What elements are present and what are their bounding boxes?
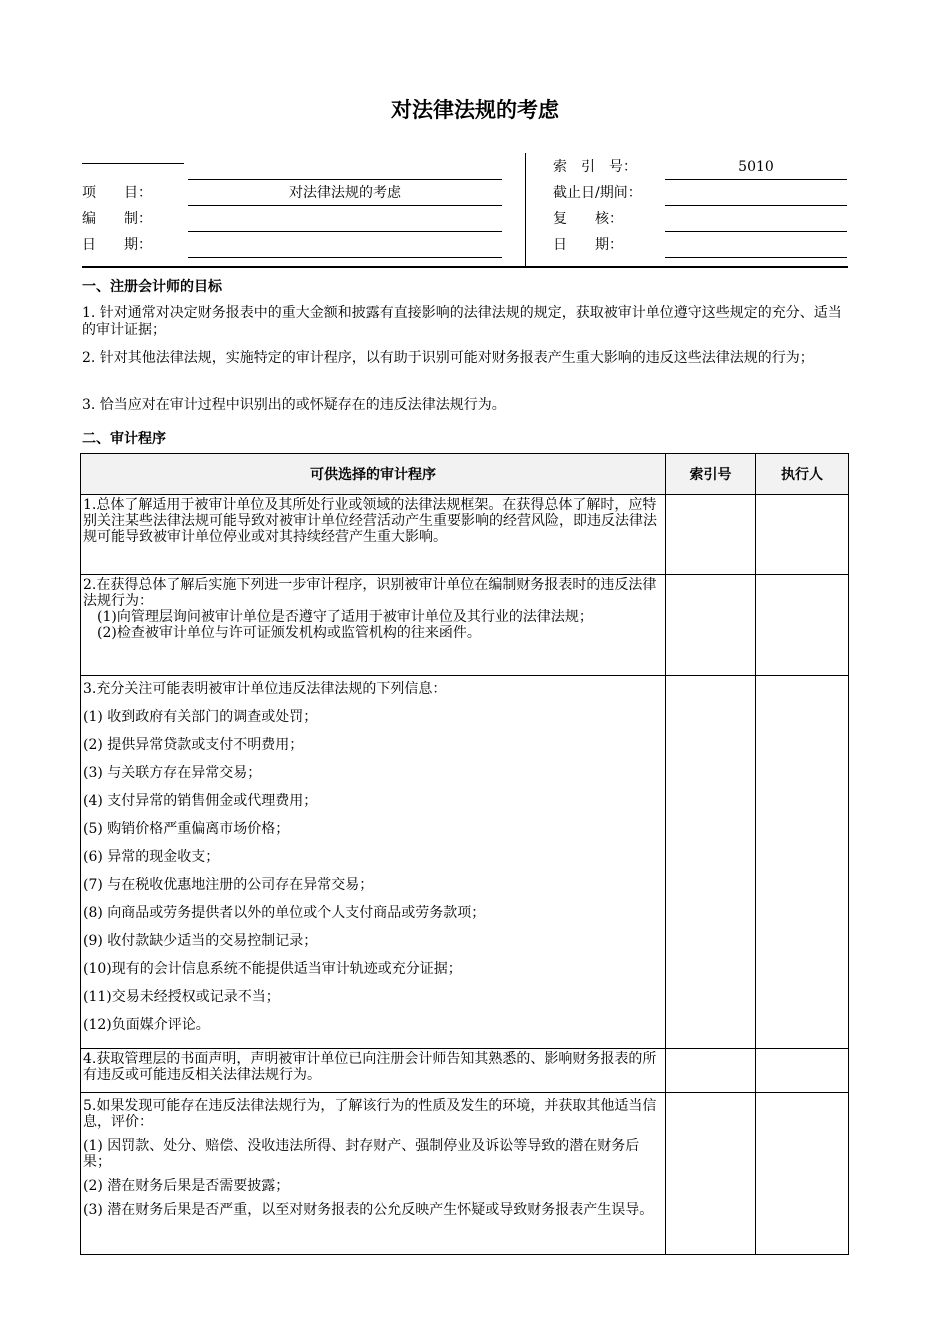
procedure-5-intro: 5.如果发现可能存在违反法律法规行为，了解该行为的性质及发生的环境，并获取其他适当信息，评价： [83, 1098, 657, 1130]
project-value: 对法律法规的考虑 [289, 185, 401, 201]
procedure-5-item: (1) 因罚款、处分、赔偿、没收违法所得、封存财产、强制停业及诉讼等导致的潜在财务后果； [83, 1138, 640, 1170]
procedure-3-item: (4) 支付异常的销售佣金或代理费用； [83, 793, 318, 809]
index-cell[interactable] [666, 575, 756, 676]
procedure-3-item: (3) 与关联方存在异常交易； [83, 765, 262, 781]
cutoff-rule [665, 205, 847, 206]
table-row [81, 575, 849, 676]
prepared-rule [188, 231, 502, 232]
procedure-cell [81, 575, 666, 676]
objective-1: 1. 针对通常对决定财务报表中的重大金额和披露有直接影响的法律法规的规定，获取被审计单位遵守这些规定的充分、适当的审计证据； [82, 305, 842, 338]
performer-cell[interactable] [756, 676, 849, 1049]
procedure-cell [81, 495, 666, 575]
procedure-5-item: (2) 潜在财务后果是否需要披露； [83, 1178, 290, 1194]
cutoff-label: 截止日/期间： [553, 185, 642, 201]
project-top-rule [188, 179, 502, 180]
index-cell[interactable] [666, 1093, 756, 1255]
procedure-4-text: 4.获取管理层的书面声明，声明被审计单位已向注册会计师告知其熟悉的、影响财务报表的所有违反或可能违反相关法律法规行为。 [83, 1051, 657, 1083]
procedure-3-intro: 3.充分关注可能表明被审计单位违反法律法规的下列信息： [83, 681, 447, 697]
procedure-cell [81, 676, 666, 1049]
performer-cell[interactable] [756, 575, 849, 676]
header-bottom-rule [82, 266, 848, 268]
procedure-2-intro: 2.在获得总体了解后实施下列进一步审计程序，识别被审计单位在编制财务报表时的违反法律法规行为： [83, 577, 657, 609]
header-divider [525, 153, 526, 267]
index-cell[interactable] [666, 1049, 756, 1093]
column-header-performer: 执行人 [756, 454, 849, 495]
index-cell[interactable] [666, 676, 756, 1049]
table-row [81, 1049, 849, 1093]
section1-heading: 一、注册会计师的目标 [82, 279, 222, 295]
procedure-3-item: (12)负面媒介评论。 [83, 1017, 210, 1033]
procedure-table [80, 453, 849, 1255]
table-row [81, 676, 849, 1049]
date-rule [188, 257, 502, 258]
procedure-5-item: (3) 潜在财务后果是否严重，以至对财务报表的公允反映产生怀疑或导致财务报表产生误导。 [83, 1202, 654, 1218]
date-label: 日 期： [82, 237, 152, 253]
index-rule [665, 179, 847, 180]
performer-cell[interactable] [756, 1049, 849, 1093]
procedure-2-item-2: (2)检查被审计单位与许可证颁发机构或监管机构的往来函件。 [83, 625, 481, 641]
project-rule [188, 205, 502, 206]
index-label: 索 引 号： [553, 159, 637, 175]
procedure-3-item: (6) 异常的现金收支； [83, 849, 220, 865]
procedure-cell [81, 1093, 666, 1255]
date2-label: 日 期： [553, 237, 623, 253]
date2-rule [665, 257, 847, 258]
column-header-index: 索引号 [666, 454, 756, 495]
procedure-1-text: 1.总体了解适用于被审计单位及其所处行业或领域的法律法规框架。在获得总体了解时，应特别关注某些法律法规可能导致对被审计单位经营活动产生重要影响的经营风险，即违反法律法规可能导致被审计单位停业或对其持续经营产生重大影响。 [83, 497, 657, 545]
procedure-2-item-1: (1)向管理层询问被审计单位是否遵守了适用于被审计单位及其行业的法律法规； [83, 609, 593, 625]
performer-cell[interactable] [756, 495, 849, 575]
column-header-procedure: 可供选择的审计程序 [81, 454, 666, 495]
short-rule [82, 163, 184, 164]
page-title: 对法律法规的考虑 [391, 98, 559, 122]
table-row [81, 495, 849, 575]
objective-3: 3. 恰当应对在审计过程中识别出的或怀疑存在的违反法律法规行为。 [82, 397, 506, 413]
prepared-label: 编 制： [82, 211, 152, 227]
performer-cell[interactable] [756, 1093, 849, 1255]
review-label: 复 核： [553, 211, 623, 227]
procedure-3-item: (8) 向商品或劳务提供者以外的单位或个人支付商品或劳务款项； [83, 905, 486, 921]
project-label: 项 目： [82, 185, 152, 201]
procedure-3-item: (5) 购销价格严重偏离市场价格； [83, 821, 290, 837]
table-header-row [81, 454, 849, 495]
procedure-3-item: (1) 收到政府有关部门的调查或处罚； [83, 709, 318, 725]
review-rule [665, 231, 847, 232]
procedure-3-item: (2) 提供异常贷款或支付不明费用； [83, 737, 304, 753]
index-value: 5010 [738, 159, 774, 175]
procedure-cell [81, 1049, 666, 1093]
table-row [81, 1093, 849, 1255]
section2-heading: 二、审计程序 [82, 431, 166, 447]
objective-2: 2. 针对其他法律法规，实施特定的审计程序，以有助于识别可能对财务报表产生重大影响的违反这些法律法规的行为； [82, 350, 814, 366]
index-cell[interactable] [666, 495, 756, 575]
procedure-3-item: (10)现有的会计信息系统不能提供适当审计轨迹或充分证据； [83, 961, 462, 977]
procedure-3-item: (11)交易未经授权或记录不当； [83, 989, 280, 1005]
procedure-3-item: (9) 收付款缺少适当的交易控制记录； [83, 933, 318, 949]
procedure-3-item: (7) 与在税收优惠地注册的公司存在异常交易； [83, 877, 374, 893]
